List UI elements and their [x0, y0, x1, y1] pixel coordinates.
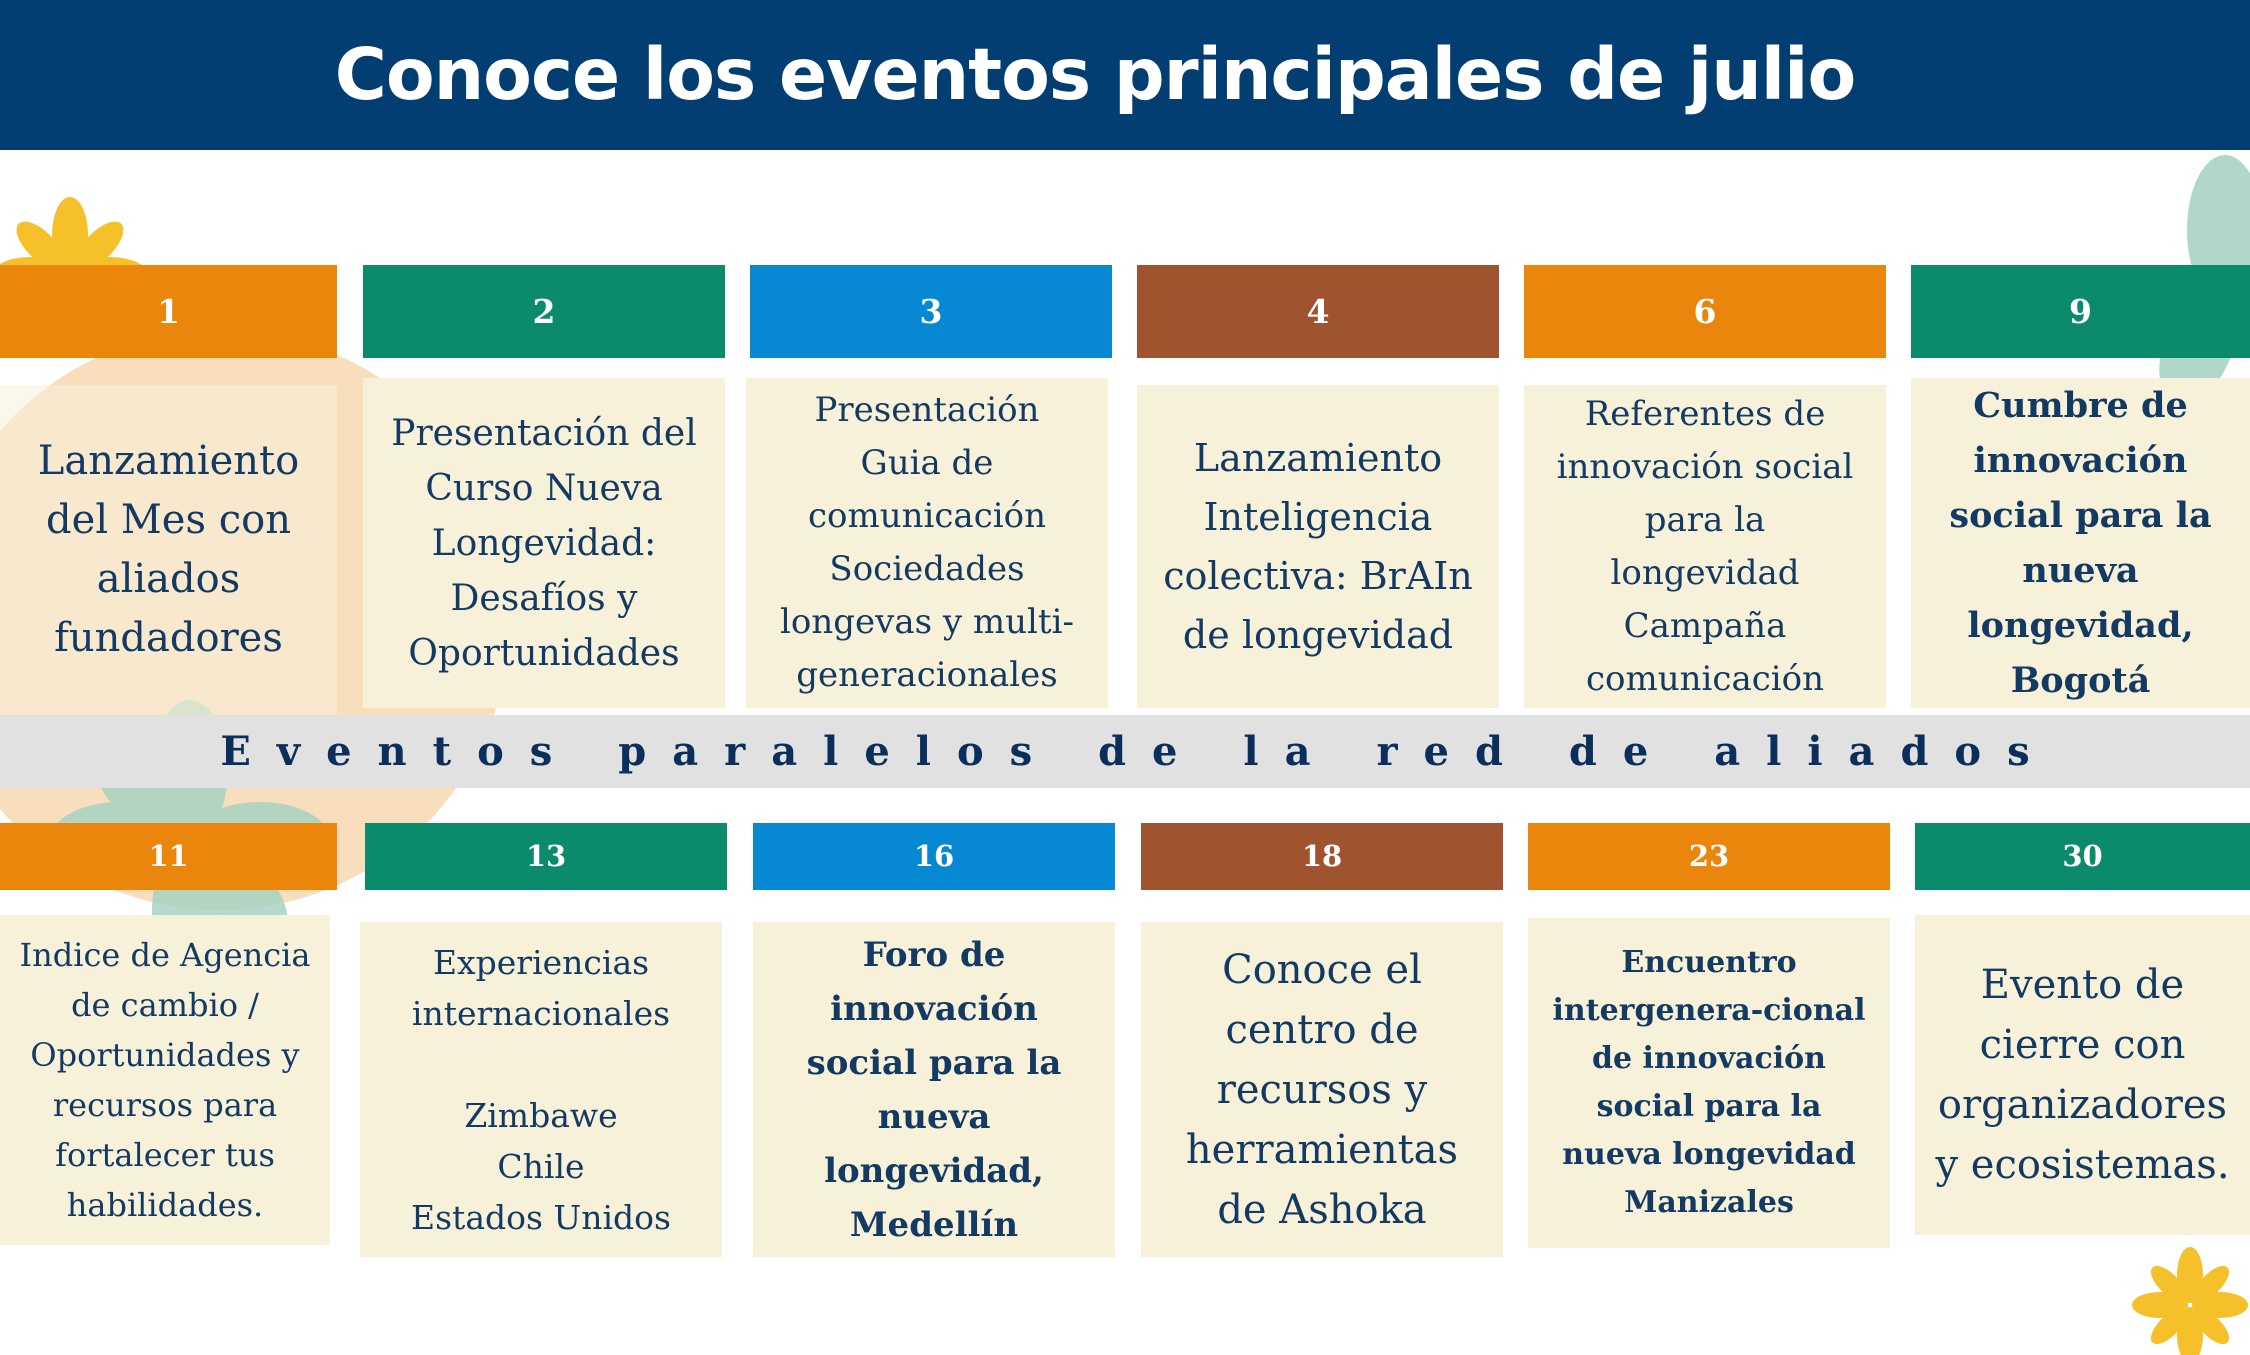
event-card-11: [0, 915, 330, 1245]
event-text: Presentación Guia de comunicación Sociedades longevas y multi- generacionales: [780, 390, 1074, 695]
day-bar-3: [750, 265, 1112, 358]
yellow-flower-icon: [2130, 1245, 2250, 1355]
event-text: Conoce el centro de recursos y herramientas de Ashoka: [1185, 946, 1459, 1233]
day-bar-2: [363, 265, 725, 358]
event-text: Cumbre de innovación social para la nueva longevidad, Bogotá: [1949, 385, 2212, 701]
event-card-3: [746, 378, 1108, 708]
event-card-9: [1911, 378, 2250, 708]
day-bar-16: [753, 823, 1115, 890]
day-number: 2: [532, 292, 556, 331]
day-number: 3: [919, 292, 943, 331]
event-text: Indice de Agencia de cambio / Oportunidades y recursos para fortalecer tus habilidades.: [19, 936, 311, 1224]
day-number: 30: [2062, 839, 2103, 873]
day-number: 18: [1301, 839, 1343, 873]
day-bar-1: [0, 265, 337, 358]
event-card-2: [363, 378, 725, 708]
day-number: 16: [913, 839, 955, 873]
day-number: 4: [1306, 292, 1330, 331]
day-bar-13: [365, 823, 727, 890]
event-text: Encuentro intergenera-cional de innovación social para la nueva longevidad Manizales: [1552, 945, 1866, 1220]
event-text: Foro de innovación social para la nueva longevidad, Medellín: [806, 934, 1062, 1245]
event-card-16: [753, 922, 1115, 1257]
day-bar-23: [1528, 823, 1890, 890]
day-number: 13: [525, 839, 567, 873]
day-number: 1: [157, 292, 180, 331]
event-card-6: [1524, 385, 1886, 708]
day-bar-11: [0, 823, 337, 890]
event-text: Experiencias internacionales Zimbawe Chile Estados Unidos: [411, 942, 671, 1237]
day-bar-18: [1141, 823, 1503, 890]
day-number: 11: [148, 839, 189, 873]
event-text: Lanzamiento del Mes con aliados fundadores: [37, 438, 300, 661]
day-number: 23: [1688, 839, 1730, 873]
day-bar-30: [1915, 823, 2250, 890]
day-bar-9: [1911, 265, 2250, 358]
event-text: Presentación del Curso Nueva Longevidad: Desafíos y Oportunidades: [391, 412, 697, 674]
page-title: Conoce los eventos principales de julio: [334, 33, 1856, 116]
band-title: Eventos paralelos de la red de aliados: [220, 728, 2056, 775]
event-card-4: [1137, 385, 1499, 708]
event-card-18: [1141, 922, 1503, 1257]
parallel-events-band: [0, 715, 2250, 788]
day-bar-4: [1137, 265, 1499, 358]
header-banner: [0, 0, 2250, 150]
day-number: 6: [1693, 292, 1717, 331]
event-text: Referentes de innovación social para la longevidad Campaña comunicación: [1556, 393, 1854, 699]
event-text: Lanzamiento Inteligencia colectiva: BrAIn de longevidad: [1163, 435, 1473, 657]
day-bar-6: [1524, 265, 1886, 358]
event-card-13: [360, 922, 722, 1257]
event-card-23: [1528, 918, 1890, 1248]
event-text: Evento de cierre con organizadores y ecosistemas.: [1935, 962, 2230, 1188]
day-number: 9: [2069, 292, 2092, 331]
event-card-30: [1915, 915, 2250, 1235]
event-card-1: [0, 385, 337, 715]
